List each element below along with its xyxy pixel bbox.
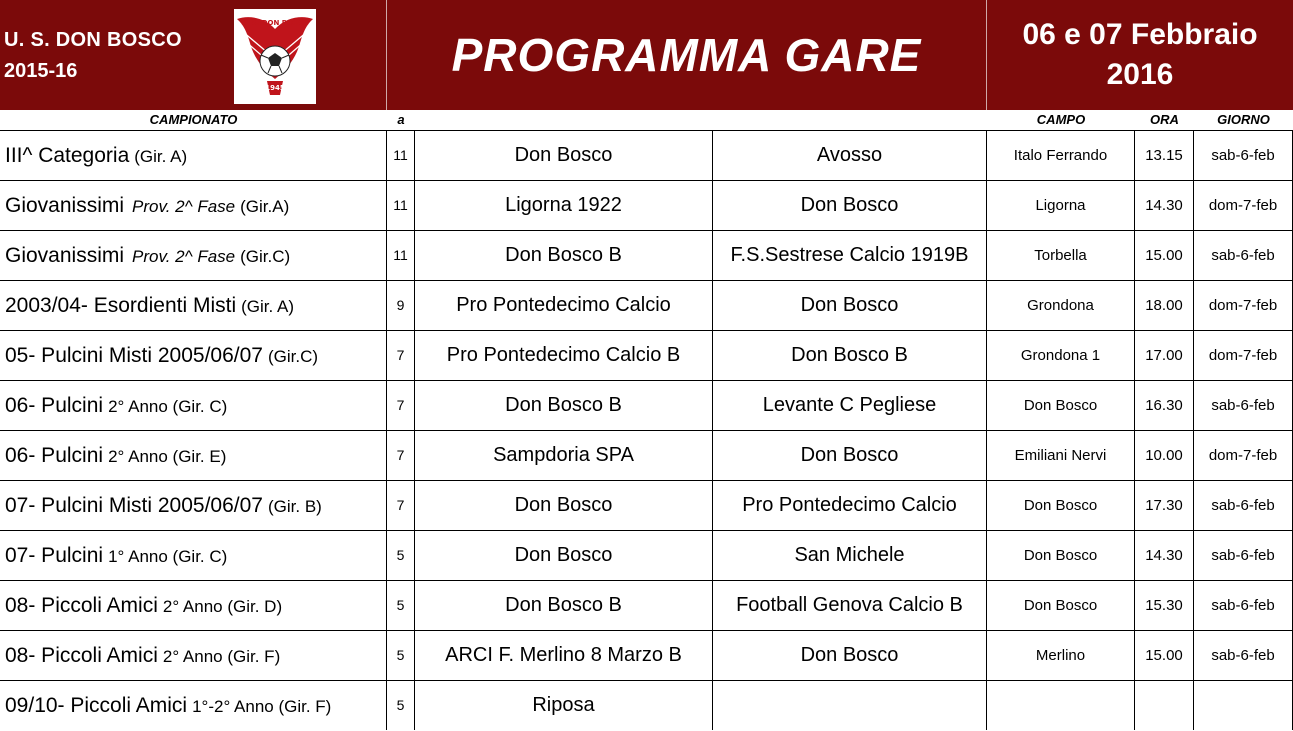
home-team-cell: Riposa <box>415 681 713 730</box>
category-name: 07- Pulcini <box>5 544 104 567</box>
category-group: (Gir.C) <box>267 347 319 366</box>
away-team-cell: Football Genova Calcio B <box>713 581 987 630</box>
home-team-cell: ARCI F. Merlino 8 Marzo B <box>415 631 713 680</box>
home-team-cell: Sampdoria SPA <box>415 431 713 480</box>
category-name: Giovanissimi <box>5 244 125 267</box>
round-cell: 11 <box>387 131 415 180</box>
time-cell: 14.30 <box>1135 531 1194 580</box>
away-team-cell: F.S.Sestrese Calcio 1919B <box>713 231 987 280</box>
field-cell: Don Bosco <box>987 381 1135 430</box>
logo-text: U. S. DON BOSCO <box>240 19 310 27</box>
table-row <box>0 131 1293 181</box>
away-team-cell: Don Bosco B <box>713 331 987 380</box>
category-cell <box>0 481 387 530</box>
category-group: 1° Anno (Gir. C) <box>108 547 228 566</box>
category-name: Giovanissimi <box>5 194 125 217</box>
home-team-cell: Don Bosco <box>415 131 713 180</box>
category-name: 06- Pulcini <box>5 394 104 417</box>
home-team-cell: Don Bosco B <box>415 581 713 630</box>
header-band <box>0 0 1293 110</box>
time-cell: 10.00 <box>1135 431 1194 480</box>
day-cell: sab-6-feb <box>1194 381 1293 430</box>
category-cell <box>0 581 387 630</box>
category-group: 2° Anno (Gir. E) <box>108 447 227 466</box>
category-group: 2° Anno (Gir. F) <box>162 647 281 666</box>
day-cell: dom-7-feb <box>1194 331 1293 380</box>
category-name: 07- Pulcini Misti 2005/06/07 <box>5 494 263 517</box>
category-subtitle: Prov. 2^ Fase <box>132 197 236 216</box>
day-cell: sab-6-feb <box>1194 481 1293 530</box>
field-cell: Grondona 1 <box>987 331 1135 380</box>
logo-year: 1945 <box>265 84 285 92</box>
category-cell <box>0 131 387 180</box>
away-team-cell: Pro Pontedecimo Calcio <box>713 481 987 530</box>
table-row <box>0 381 1293 431</box>
day-cell: dom-7-feb <box>1194 431 1293 480</box>
time-cell: 17.00 <box>1135 331 1194 380</box>
table-row <box>0 181 1293 231</box>
away-team-cell: Don Bosco <box>713 181 987 230</box>
field-cell: Don Bosco <box>987 531 1135 580</box>
round-cell: 5 <box>387 681 415 730</box>
table-row <box>0 481 1293 531</box>
column-header-giorno: GIORNO <box>1217 112 1270 127</box>
category-group: 2° Anno (Gir. D) <box>162 597 283 616</box>
home-team-cell: Pro Pontedecimo Calcio B <box>415 331 713 380</box>
table-row <box>0 331 1293 381</box>
table-row <box>0 431 1293 481</box>
day-cell: dom-7-feb <box>1194 181 1293 230</box>
category-cell <box>0 281 387 330</box>
home-team-cell: Don Bosco <box>415 531 713 580</box>
match-table-body <box>0 131 1293 730</box>
table-row <box>0 281 1293 331</box>
category-cell <box>0 331 387 380</box>
round-cell: 11 <box>387 231 415 280</box>
home-team-cell: Pro Pontedecimo Calcio <box>415 281 713 330</box>
field-cell: Grondona <box>987 281 1135 330</box>
round-cell: 5 <box>387 581 415 630</box>
time-cell: 15.00 <box>1135 631 1194 680</box>
field-cell: Emiliani Nervi <box>987 431 1135 480</box>
day-cell: sab-6-feb <box>1194 631 1293 680</box>
round-cell: 5 <box>387 531 415 580</box>
away-team-cell: Avosso <box>713 131 987 180</box>
category-cell <box>0 431 387 480</box>
club-crest-icon <box>234 9 316 104</box>
table-row <box>0 631 1293 681</box>
round-cell: 7 <box>387 381 415 430</box>
time-cell: 16.30 <box>1135 381 1194 430</box>
club-logo <box>234 9 316 104</box>
category-cell <box>0 181 387 230</box>
date-year: 2016 <box>1106 58 1174 91</box>
round-cell: 11 <box>387 181 415 230</box>
category-cell <box>0 631 387 680</box>
time-cell: 15.00 <box>1135 231 1194 280</box>
day-cell: sab-6-feb <box>1194 131 1293 180</box>
home-team-cell: Don Bosco B <box>415 381 713 430</box>
away-team-cell: Don Bosco <box>713 431 987 480</box>
column-header-campo: CAMPO <box>1036 112 1086 127</box>
club-season: 2015-16 <box>4 60 78 82</box>
club-cell <box>0 0 387 110</box>
category-group: (Gir.A) <box>240 197 290 216</box>
category-cell <box>0 381 387 430</box>
round-cell: 5 <box>387 631 415 680</box>
category-cell <box>0 231 387 280</box>
category-name: 2003/04- Esordienti Misti <box>5 294 237 317</box>
column-header-round: a <box>397 112 405 127</box>
category-name: 09/10- Piccoli Amici <box>5 694 188 717</box>
away-team-cell: Levante C Pegliese <box>713 381 987 430</box>
round-cell: 7 <box>387 431 415 480</box>
field-cell: Don Bosco <box>987 481 1135 530</box>
away-team-cell: Don Bosco <box>713 631 987 680</box>
round-cell: 9 <box>387 281 415 330</box>
category-name: III^ Categoria <box>5 144 130 167</box>
time-cell: 18.00 <box>1135 281 1194 330</box>
column-header-home <box>415 110 713 130</box>
category-group: 1°-2° Anno (Gir. F) <box>192 697 332 716</box>
field-cell: Torbella <box>987 231 1135 280</box>
category-subtitle: Prov. 2^ Fase <box>132 247 236 266</box>
category-group: (Gir. A) <box>241 297 295 316</box>
home-team-cell: Ligorna 1922 <box>415 181 713 230</box>
field-cell: Italo Ferrando <box>987 131 1135 180</box>
page-title: PROGRAMMA GARE <box>451 29 922 81</box>
date-days: 06 e 07 Febbraio <box>1022 18 1258 51</box>
day-cell: sab-6-feb <box>1194 581 1293 630</box>
away-team-cell: San Michele <box>713 531 987 580</box>
title-cell <box>387 0 987 110</box>
day-cell <box>1194 681 1293 730</box>
time-cell: 14.30 <box>1135 181 1194 230</box>
time-cell <box>1135 681 1194 730</box>
time-cell: 17.30 <box>1135 481 1194 530</box>
category-cell <box>0 531 387 580</box>
time-cell: 15.30 <box>1135 581 1194 630</box>
club-name: U. S. DON BOSCO <box>4 29 182 51</box>
column-header-away <box>713 110 987 130</box>
field-cell <box>987 681 1135 730</box>
category-group: 2° Anno (Gir. C) <box>108 397 228 416</box>
field-cell: Don Bosco <box>987 581 1135 630</box>
round-cell: 7 <box>387 331 415 380</box>
category-name: 08- Piccoli Amici <box>5 644 158 667</box>
category-name: 06- Pulcini <box>5 444 104 467</box>
home-team-cell: Don Bosco <box>415 481 713 530</box>
category-group: (Gir. B) <box>267 497 322 516</box>
table-row <box>0 681 1293 730</box>
category-cell <box>0 681 387 730</box>
day-cell: sab-6-feb <box>1194 531 1293 580</box>
day-cell: dom-7-feb <box>1194 281 1293 330</box>
table-row <box>0 581 1293 631</box>
column-header-row <box>0 110 1293 131</box>
field-cell: Ligorna <box>987 181 1135 230</box>
field-cell: Merlino <box>987 631 1135 680</box>
table-row <box>0 531 1293 581</box>
table-row <box>0 231 1293 281</box>
home-team-cell: Don Bosco B <box>415 231 713 280</box>
column-header-ora: ORA <box>1150 112 1179 127</box>
round-cell: 7 <box>387 481 415 530</box>
time-cell: 13.15 <box>1135 131 1194 180</box>
day-cell: sab-6-feb <box>1194 231 1293 280</box>
column-header-campionato: CAMPIONATO <box>149 112 238 127</box>
category-group: (Gir.C) <box>240 247 291 266</box>
away-team-cell: Don Bosco <box>713 281 987 330</box>
category-group: (Gir. A) <box>134 147 188 166</box>
date-cell <box>987 0 1293 110</box>
away-team-cell <box>713 681 987 730</box>
category-name: 08- Piccoli Amici <box>5 594 158 617</box>
category-name: 05- Pulcini Misti 2005/06/07 <box>5 344 263 367</box>
